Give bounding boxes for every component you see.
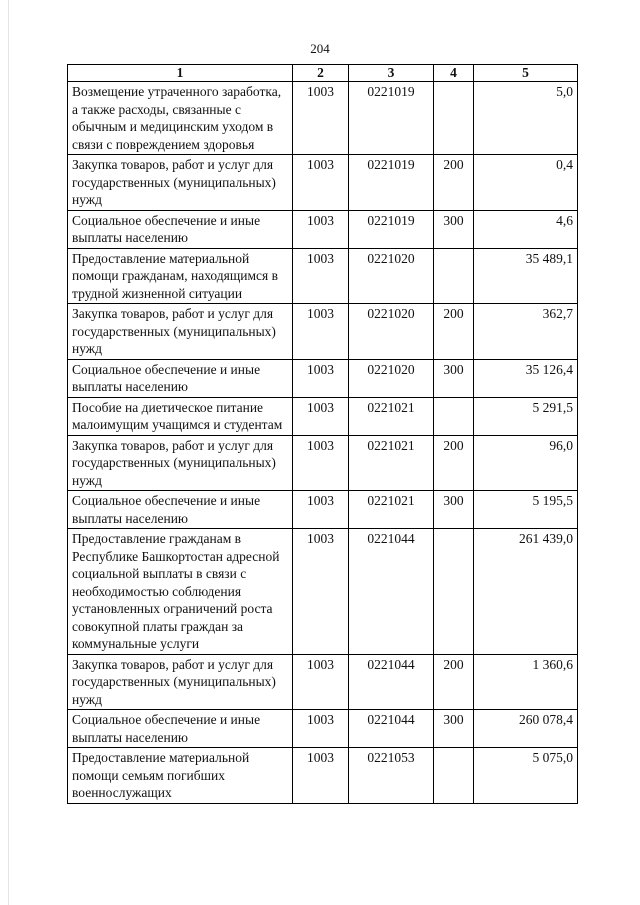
budget-table bbox=[67, 64, 578, 804]
table-row bbox=[68, 710, 578, 748]
table-row bbox=[68, 529, 578, 655]
table-row bbox=[68, 748, 578, 804]
table-row bbox=[68, 359, 578, 397]
name-cell: Пособие на диетическое питание малоимущим учащимся и студентам bbox=[68, 397, 293, 435]
table-row bbox=[68, 155, 578, 211]
expense-type-cell: 200 bbox=[434, 435, 474, 491]
amount-cell: 261 439,0 bbox=[474, 529, 578, 655]
table-row bbox=[68, 491, 578, 529]
table-row bbox=[68, 397, 578, 435]
target-code-cell: 0221020 bbox=[349, 248, 434, 304]
target-code-cell: 0221019 bbox=[349, 210, 434, 248]
target-code-cell: 0221021 bbox=[349, 435, 434, 491]
expense-type-cell bbox=[434, 248, 474, 304]
target-code-cell: 0221021 bbox=[349, 491, 434, 529]
name-cell: Закупка товаров, работ и услуг для государственных (муниципальных) нужд bbox=[68, 654, 293, 710]
amount-cell: 96,0 bbox=[474, 435, 578, 491]
target-code-cell: 0221020 bbox=[349, 304, 434, 360]
expense-type-cell: 300 bbox=[434, 491, 474, 529]
table-row bbox=[68, 248, 578, 304]
section-cell: 1003 bbox=[293, 155, 349, 211]
section-cell: 1003 bbox=[293, 710, 349, 748]
target-code-cell: 0221044 bbox=[349, 529, 434, 655]
name-cell: Предоставление гражданам в Республике Башкортостан адресной социальной выплаты в связи с необходимостью соблюдения установленных ограничений роста совокупной платы граждан за коммунальные услуги bbox=[68, 529, 293, 655]
section-cell: 1003 bbox=[293, 210, 349, 248]
expense-type-cell bbox=[434, 529, 474, 655]
name-cell: Закупка товаров, работ и услуг для государственных (муниципальных) нужд bbox=[68, 435, 293, 491]
section-cell: 1003 bbox=[293, 529, 349, 655]
section-cell: 1003 bbox=[293, 248, 349, 304]
section-cell: 1003 bbox=[293, 491, 349, 529]
section-cell: 1003 bbox=[293, 397, 349, 435]
amount-cell: 35 489,1 bbox=[474, 248, 578, 304]
name-cell: Социальное обеспечение и иные выплаты населению bbox=[68, 710, 293, 748]
section-cell: 1003 bbox=[293, 654, 349, 710]
header-col-4: 4 bbox=[434, 65, 474, 82]
name-cell: Возмещение утраченного заработка, а также расходы, связанные с обычным и медицинским уходом в связи с повреждением здоровья bbox=[68, 82, 293, 155]
expense-type-cell: 300 bbox=[434, 210, 474, 248]
amount-cell: 1 360,6 bbox=[474, 654, 578, 710]
amount-cell: 0,4 bbox=[474, 155, 578, 211]
amount-cell: 35 126,4 bbox=[474, 359, 578, 397]
name-cell: Предоставление материальной помощи семьям погибших военнослужащих bbox=[68, 748, 293, 804]
name-cell: Закупка товаров, работ и услуг для государственных (муниципальных) нужд bbox=[68, 155, 293, 211]
section-cell: 1003 bbox=[293, 304, 349, 360]
amount-cell: 362,7 bbox=[474, 304, 578, 360]
target-code-cell: 0221044 bbox=[349, 710, 434, 748]
target-code-cell: 0221019 bbox=[349, 155, 434, 211]
section-cell: 1003 bbox=[293, 82, 349, 155]
expense-type-cell: 200 bbox=[434, 155, 474, 211]
expense-type-cell bbox=[434, 82, 474, 155]
table-row bbox=[68, 304, 578, 360]
header-col-3: 3 bbox=[349, 65, 434, 82]
expense-type-cell: 200 bbox=[434, 654, 474, 710]
amount-cell: 4,6 bbox=[474, 210, 578, 248]
amount-cell: 260 078,4 bbox=[474, 710, 578, 748]
target-code-cell: 0221019 bbox=[349, 82, 434, 155]
amount-cell: 5,0 bbox=[474, 82, 578, 155]
name-cell: Социальное обеспечение и иные выплаты населению bbox=[68, 210, 293, 248]
target-code-cell: 0221053 bbox=[349, 748, 434, 804]
header-col-5: 5 bbox=[474, 65, 578, 82]
target-code-cell: 0221044 bbox=[349, 654, 434, 710]
name-cell: Закупка товаров, работ и услуг для государственных (муниципальных) нужд bbox=[68, 304, 293, 360]
header-col-1: 1 bbox=[68, 65, 293, 82]
amount-cell: 5 195,5 bbox=[474, 491, 578, 529]
name-cell: Социальное обеспечение и иные выплаты населению bbox=[68, 359, 293, 397]
table-row bbox=[68, 654, 578, 710]
amount-cell: 5 291,5 bbox=[474, 397, 578, 435]
expense-type-cell bbox=[434, 748, 474, 804]
expense-type-cell bbox=[434, 397, 474, 435]
name-cell: Социальное обеспечение и иные выплаты населению bbox=[68, 491, 293, 529]
expense-type-cell: 300 bbox=[434, 359, 474, 397]
table-row bbox=[68, 435, 578, 491]
expense-type-cell: 300 bbox=[434, 710, 474, 748]
scan-edge-line bbox=[8, 0, 9, 905]
target-code-cell: 0221020 bbox=[349, 359, 434, 397]
section-cell: 1003 bbox=[293, 748, 349, 804]
expense-type-cell: 200 bbox=[434, 304, 474, 360]
section-cell: 1003 bbox=[293, 435, 349, 491]
header-row bbox=[68, 65, 578, 82]
section-cell: 1003 bbox=[293, 359, 349, 397]
table-row bbox=[68, 210, 578, 248]
page-number: 204 bbox=[310, 41, 330, 56]
header-col-2: 2 bbox=[293, 65, 349, 82]
target-code-cell: 0221021 bbox=[349, 397, 434, 435]
amount-cell: 5 075,0 bbox=[474, 748, 578, 804]
table-row bbox=[68, 82, 578, 155]
name-cell: Предоставление материальной помощи гражданам, находящимся в трудной жизненной ситуации bbox=[68, 248, 293, 304]
